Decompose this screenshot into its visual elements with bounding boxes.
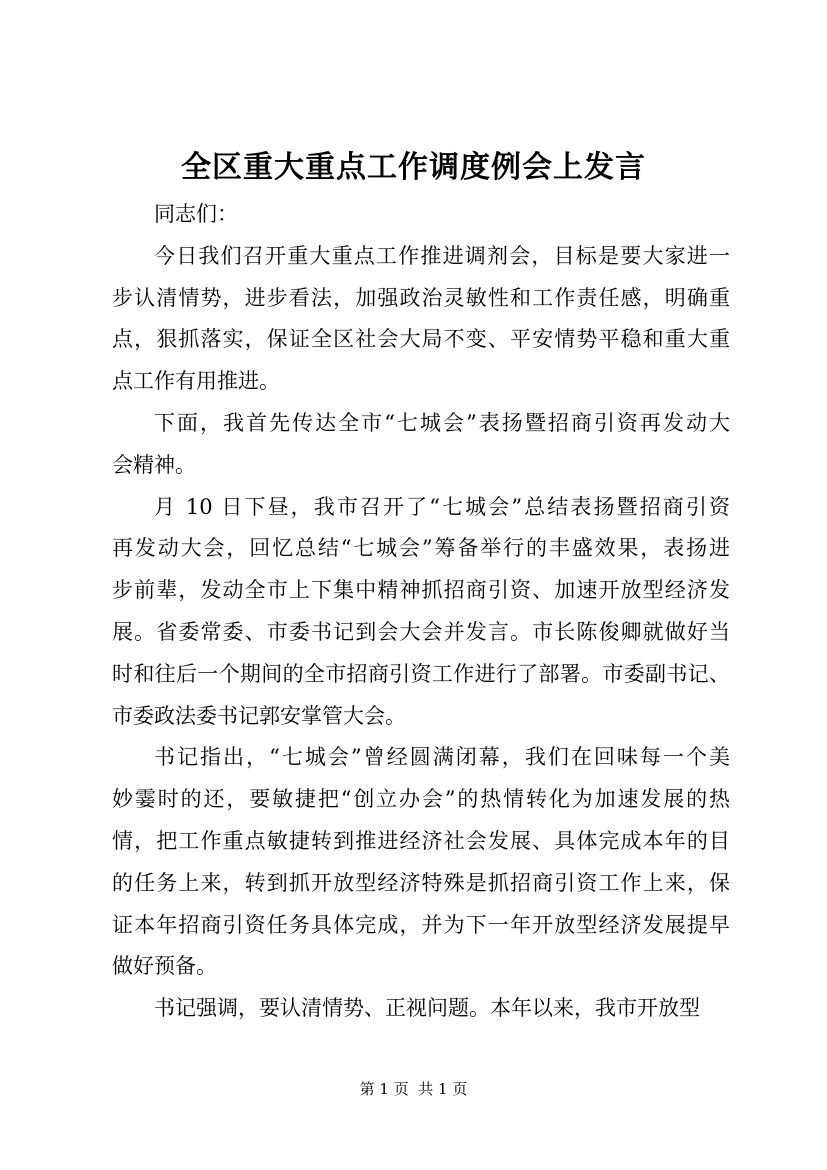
page-footer: 第 1 页 共 1 页 bbox=[359, 1080, 468, 1098]
text-line: 再发动大会，回忆总结“七城会”筹备举行的丰盛效果，表扬进 bbox=[112, 536, 730, 561]
paragraph bbox=[112, 737, 730, 988]
paragraph bbox=[112, 487, 730, 738]
text-line: 展。省委常委、市委书记到会大会并发言。市长陈俊卿就做好当 bbox=[112, 619, 730, 644]
text-line: 点，狠抓落实，保证全区社会大局不变、平安情势平稳和重大重 bbox=[112, 327, 730, 352]
text-line: 同志们： bbox=[154, 202, 238, 226]
document-body bbox=[112, 194, 730, 1030]
document-title: 全区重大重点工作调度例会上发言 bbox=[181, 150, 646, 185]
paragraph bbox=[112, 403, 730, 487]
text-line: 月 10 日下昼，我市召开了“七城会”总结表扬暨招商引资 bbox=[154, 494, 730, 519]
text-line: 今日我们召开重大重点工作推进调剂会，目标是要大家进一 bbox=[154, 243, 730, 268]
paragraph bbox=[112, 988, 730, 1030]
text-line: 步认清情势，进步看法，加强政治灵敏性和工作责任感，明确重 bbox=[112, 285, 730, 310]
text-line: 步前辈，发动全市上下集中精神抓招商引资、加速开放型经济发 bbox=[112, 578, 730, 603]
text-line: 点工作有用推进。 bbox=[112, 369, 280, 394]
text-line: 情，把工作重点敏捷转到推进经济社会发展、具体完成本年的目 bbox=[112, 828, 730, 853]
text-line: 证本年招商引资任务具体完成，并为下一年开放型经济发展提早 bbox=[112, 912, 730, 937]
text-line: 市委政法委书记郭安掌管大会。 bbox=[112, 703, 406, 728]
text-line: 的任务上来，转到抓开放型经济特殊是抓招商引资工作上来，保 bbox=[112, 870, 730, 895]
text-line: 做好预备。 bbox=[112, 954, 217, 979]
text-line: 时和往后一个期间的全市招商引资工作进行了部署。市委副书记、 bbox=[112, 661, 730, 686]
text-line: 妙霎时的还，要敏捷把“创立办会”的热情转化为加速发展的热 bbox=[112, 787, 730, 812]
paragraph bbox=[112, 236, 730, 403]
paragraph bbox=[112, 194, 730, 236]
text-line: 下面，我首先传达全市“七城会”表扬暨招商引资再发动大 bbox=[154, 410, 730, 435]
text-line: 书记强调，要认清情势、正视问题。本年以来，我市开放型 bbox=[154, 996, 700, 1021]
text-line: 书记指出，“七城会”曾经圆满闭幕，我们在回味每一个美 bbox=[154, 745, 730, 770]
text-line: 会精神。 bbox=[112, 452, 196, 477]
